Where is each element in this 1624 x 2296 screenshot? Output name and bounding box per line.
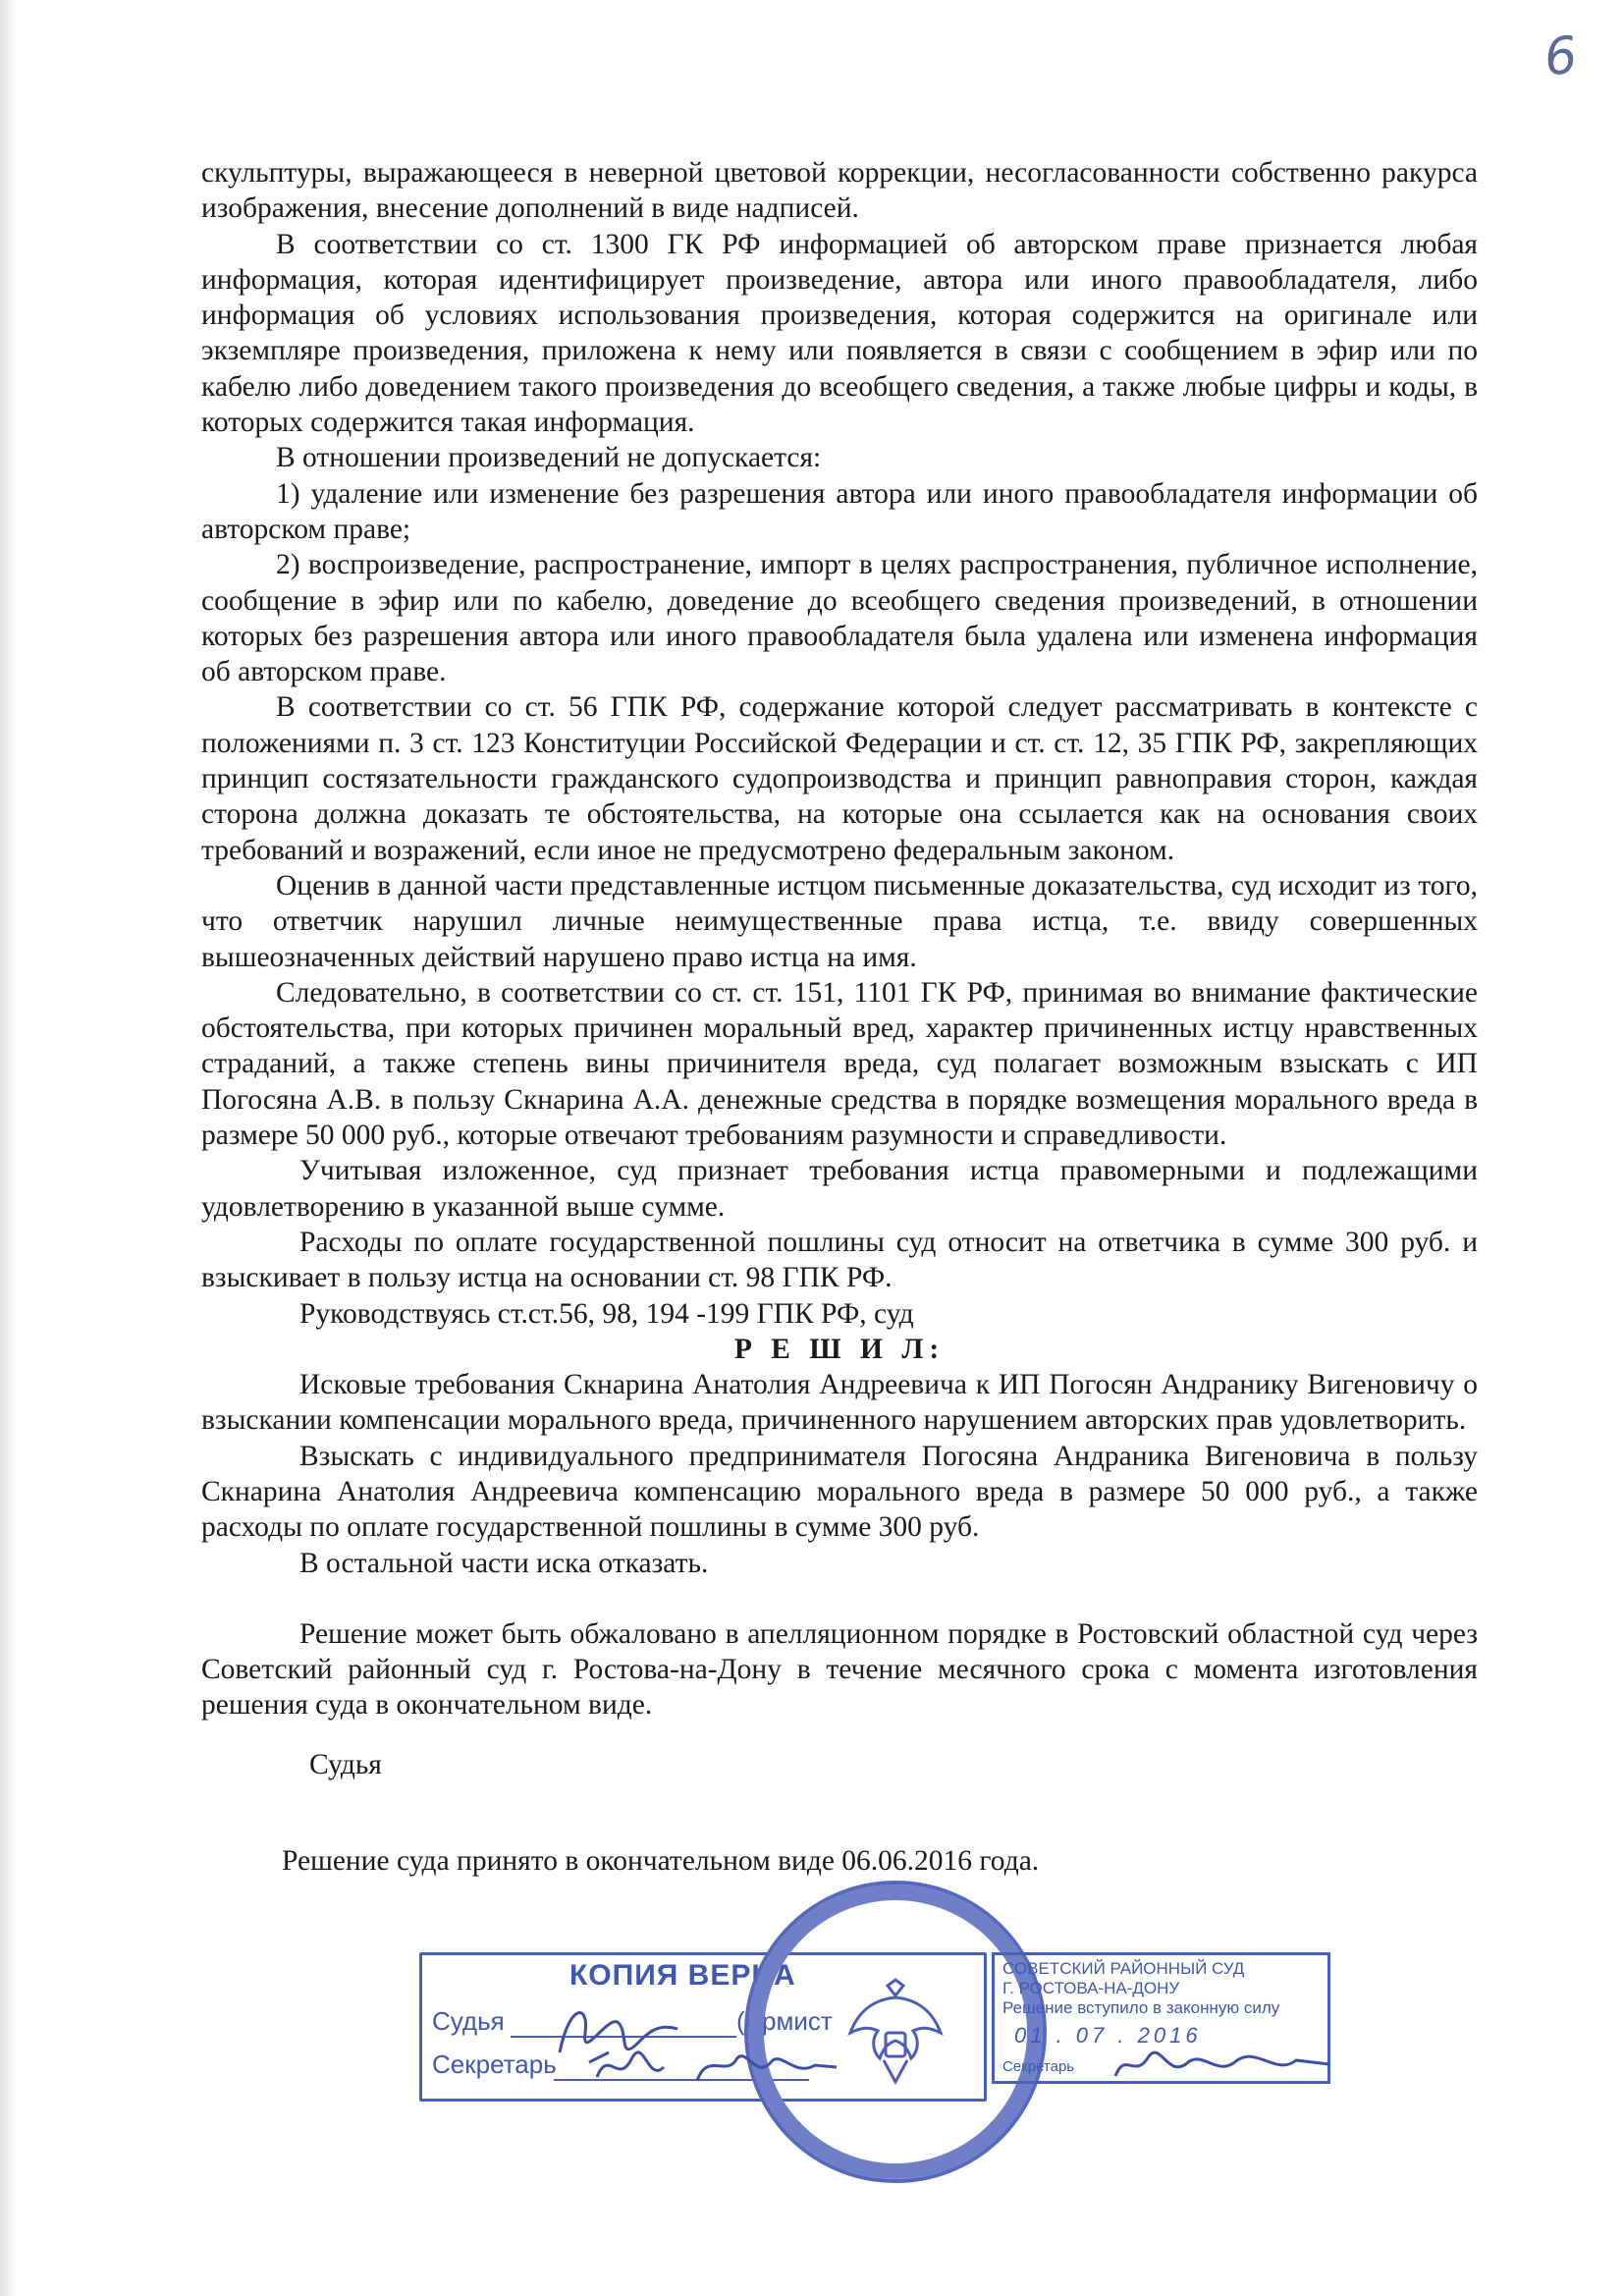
decision-paragraph-2: Взыскать с индивидуального предпринимателя Погосяна Андраника Вигеновича в пользу Скнарина Анатолия Андреевича компенсацию морального вреда в размере 50 000 руб., а также расходы по оплате государственной пошлины в сумме 300 руб.: [201, 1440, 1478, 1544]
final-date-line: Решение суда принято в окончательном виде 06.06.2016 года.: [282, 1844, 1040, 1877]
paragraph-6: В соответствии со ст. 56 ГПК РФ, содержание которой следует рассматривать в контексте с положениями п. 3 ст. 123 Конституции Российской Федерации и ст. ст. 12, 35 ГПК РФ, закрепляющих принцип состязательности гражданского судопроизводства и принцип равноправия сторон, каждая сторона должна доказать те обстоятельства, на которые она ссылается как на основания своих требований и возражений, если иное не предусмотрено федеральным законом.: [201, 691, 1478, 866]
stamp-armist-label: (Армист: [736, 2006, 833, 2036]
court-stamp-line-3: Решение вступило в законную силу: [1002, 1998, 1280, 2017]
paragraph-2: В соответствии со ст. 1300 ГК РФ информацией об авторском праве признается любая информация, которая идентифицирует произведение, автора или иного правообладателя, либо информация об условиях использования произведения, которая содержится на оригинале или экземпляре произведения, приложена к нему или появляется в связи с сообщением в эфир или по кабелю либо доведением такого произведения до всеобщего сведения, а также любые цифры и коды, в которых содержится такая информация.: [201, 228, 1478, 439]
decision-paragraph-3: В остальной части иска отказать.: [299, 1547, 709, 1579]
stamp-copy-title: КОПИЯ ВЕРНА: [569, 1959, 796, 1992]
court-stamp-signature: [1110, 2041, 1335, 2090]
eagle-emblem-icon: [844, 1978, 947, 2086]
court-stamp-line-2: Г. РОСТОВА-НА-ДОНУ: [1002, 1979, 1180, 1997]
court-stamp-line-1: СОВЕТСКИЙ РАЙОННЫЙ СУД: [1002, 1959, 1245, 1978]
paragraph-1: скульптуры, выражающееся в неверной цветовой коррекции, несогласованности собственно ракурса изображения, внесение дополнений в виде надписей.: [201, 157, 1478, 225]
spacer: [201, 1581, 1478, 1616]
paragraph-4: 1) удаление или изменение без разрешения автора или иного правообладателя информации об авторском праве;: [201, 477, 1478, 545]
stamp-secretary-label: Секретарь: [432, 2050, 557, 2079]
paragraph-8: Следовательно, в соответствии со ст. ст. 151, 1101 ГК РФ, принимая во внимание фактические обстоятельства, при которых причинен моральный вред, характер причиненных истцу нравственных страданий, а также степень вины причинителя вреда, суд полагает возможным взыскать с ИП Погосяна А.В. в пользу Скнарина А.А. денежные средства в порядке возмещения морального вреда в размере 50 000 руб., которые отвечают требованиям разумности и справедливости.: [201, 976, 1478, 1152]
decision-paragraph-4: Решение может быть обжаловано в апелляционном порядке в Ростовский областной суд через Советский районный суд г. Ростова-на-Дону в течение месячного срока с момента изготовления решения суда в окончательном виде.: [201, 1617, 1478, 1722]
paragraph-5: 2) воспроизведение, распространение, импорт в целях распространения, публичное исполнение, сообщение в эфир или по кабелю, доведение до всеобщего сведения произведений, в отношении которых без разрешения автора или иного правообладателя была удалена или изменена информация об авторском праве.: [201, 549, 1478, 688]
paragraph-7: Оценив в данной части представленные истцом письменные доказательства, суд исходит из того, что ответчик нарушил личные неимущественные права истца, т.е. ввиду совершенных вышеозначенных действий нарушено право истца на имя.: [201, 869, 1478, 973]
secretary-signature: [589, 2038, 844, 2097]
paragraph-3: В отношении произведений не допускается:: [276, 442, 822, 474]
court-stamp-date: 01 . 07 . 2016: [1014, 2023, 1202, 2048]
decision-heading: Р Е Ш И Л:: [733, 1333, 946, 1365]
paragraph-11: Руководствуясь ст.ст.56, 98, 194 -199 ГПК РФ, суд: [299, 1297, 914, 1330]
court-stamp-secretary: Секретарь: [1002, 2058, 1075, 2075]
paragraph-9: Учитывая изложенное, суд признает требования истца правомерными и подлежащими удовлетворению в указанной выше сумме.: [201, 1155, 1478, 1223]
judge-label: Судья: [309, 1748, 382, 1780]
scan-edge: [0, 0, 18, 2296]
paragraph-10: Расходы по оплате государственной пошлины суд относит на ответчика в сумме 300 руб. и взыскивает в пользу истца на основании ст. 98 ГПК РФ.: [201, 1226, 1478, 1294]
page-number: 6: [1541, 26, 1581, 88]
document-body: [201, 155, 1478, 1879]
stamp-judge-label: Судья: [432, 2006, 505, 2036]
decision-paragraph-1: Исковые требования Скнарина Анатолия Андреевича к ИП Погосян Андранику Вигеновичу о взыскании компенсации морального вреда, причиненного нарушением авторских прав удовлетворить.: [201, 1369, 1478, 1437]
